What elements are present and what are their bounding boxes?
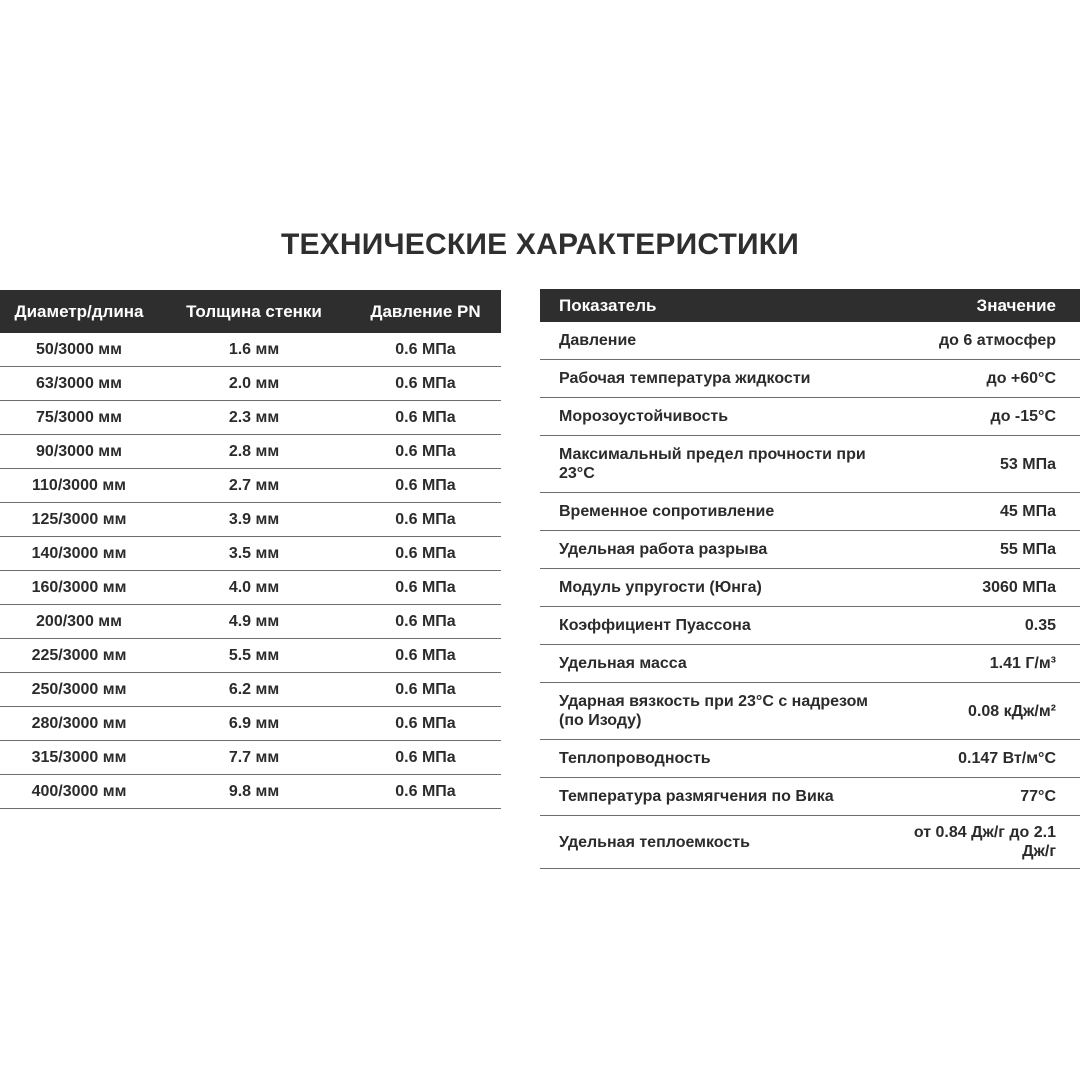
cell-diameter: 250/3000 мм: [0, 673, 158, 707]
cell-pressure: 0.6 МПа: [350, 435, 501, 469]
cell-parameter: Температура размягчения по Вика: [540, 778, 900, 816]
cell-wall-thickness: 3.9 мм: [158, 503, 350, 537]
properties-body: [540, 322, 1080, 869]
cell-pressure: 0.6 МПа: [350, 605, 501, 639]
cell-diameter: 63/3000 мм: [0, 367, 158, 401]
cell-value: до -15°C: [900, 398, 1080, 436]
cell-diameter: 280/3000 мм: [0, 707, 158, 741]
cell-value: 3060 МПа: [900, 569, 1080, 607]
cell-pressure: 0.6 МПа: [350, 639, 501, 673]
cell-pressure: 0.6 МПа: [350, 571, 501, 605]
cell-diameter: 140/3000 мм: [0, 537, 158, 571]
cell-value: 77°C: [900, 778, 1080, 816]
table-row: [540, 398, 1080, 436]
cell-value: 0.35: [900, 607, 1080, 645]
cell-parameter: Давление: [540, 322, 900, 360]
cell-wall-thickness: 2.0 мм: [158, 367, 350, 401]
cell-pressure: 0.6 МПа: [350, 367, 501, 401]
cell-value: 1.41 Г/м³: [900, 645, 1080, 683]
table-row: [540, 740, 1080, 778]
cell-diameter: 110/3000 мм: [0, 469, 158, 503]
column-header-value: Значение: [900, 289, 1080, 322]
cell-parameter: Морозоустойчивость: [540, 398, 900, 436]
cell-diameter: 125/3000 мм: [0, 503, 158, 537]
cell-pressure: 0.6 МПа: [350, 673, 501, 707]
table-row: [540, 436, 1080, 493]
cell-diameter: 50/3000 мм: [0, 333, 158, 367]
cell-pressure: 0.6 МПа: [350, 469, 501, 503]
cell-wall-thickness: 5.5 мм: [158, 639, 350, 673]
table-header-row: [0, 290, 501, 333]
cell-pressure: 0.6 МПа: [350, 741, 501, 775]
cell-value: до +60°C: [900, 360, 1080, 398]
cell-wall-thickness: 6.2 мм: [158, 673, 350, 707]
cell-diameter: 90/3000 мм: [0, 435, 158, 469]
table-row: [540, 493, 1080, 531]
cell-pressure: 0.6 МПа: [350, 503, 501, 537]
cell-value: от 0.84 Дж/г до 2.1 Дж/г: [900, 816, 1080, 869]
cell-pressure: 0.6 МПа: [350, 707, 501, 741]
cell-parameter: Максимальный предел прочности при 23°C: [540, 436, 900, 493]
cell-parameter: Временное сопротивление: [540, 493, 900, 531]
table-row: [0, 537, 501, 571]
table-header-row: [540, 289, 1080, 322]
table-row: [0, 401, 501, 435]
cell-wall-thickness: 3.5 мм: [158, 537, 350, 571]
cell-parameter: Удельная теплоемкость: [540, 816, 900, 869]
table-row: [0, 503, 501, 537]
cell-wall-thickness: 9.8 мм: [158, 775, 350, 809]
table-row: [0, 333, 501, 367]
pipe-sizes-table: [0, 290, 501, 809]
cell-diameter: 225/3000 мм: [0, 639, 158, 673]
column-header-wall-thickness: Толщина стенки: [158, 290, 350, 333]
cell-wall-thickness: 4.0 мм: [158, 571, 350, 605]
table-row: [540, 360, 1080, 398]
cell-parameter: Коэффициент Пуассона: [540, 607, 900, 645]
page-title: ТЕХНИЧЕСКИЕ ХАРАКТЕРИСТИКИ: [280, 228, 800, 261]
cell-value: 53 МПа: [900, 436, 1080, 493]
table-row: [540, 645, 1080, 683]
table-row: [540, 816, 1080, 869]
table-row: [0, 571, 501, 605]
column-header-diameter: Диаметр/длина: [0, 290, 158, 333]
cell-parameter: Модуль упругости (Юнга): [540, 569, 900, 607]
table-row: [0, 775, 501, 809]
table-row: [0, 605, 501, 639]
cell-wall-thickness: 6.9 мм: [158, 707, 350, 741]
cell-value: до 6 атмосфер: [900, 322, 1080, 360]
column-header-parameter: Показатель: [540, 289, 900, 322]
cell-value: 45 МПа: [900, 493, 1080, 531]
cell-pressure: 0.6 МПа: [350, 333, 501, 367]
cell-diameter: 75/3000 мм: [0, 401, 158, 435]
cell-pressure: 0.6 МПа: [350, 537, 501, 571]
cell-wall-thickness: 4.9 мм: [158, 605, 350, 639]
cell-pressure: 0.6 МПа: [350, 775, 501, 809]
cell-wall-thickness: 7.7 мм: [158, 741, 350, 775]
table-row: [540, 531, 1080, 569]
cell-parameter: Удельная работа разрыва: [540, 531, 900, 569]
table-row: [0, 367, 501, 401]
table-row: [540, 607, 1080, 645]
table-row: [540, 683, 1080, 740]
cell-diameter: 160/3000 мм: [0, 571, 158, 605]
cell-parameter: Рабочая температура жидкости: [540, 360, 900, 398]
table-row: [540, 778, 1080, 816]
table-row: [0, 435, 501, 469]
table-row: [540, 322, 1080, 360]
cell-wall-thickness: 2.7 мм: [158, 469, 350, 503]
cell-diameter: 400/3000 мм: [0, 775, 158, 809]
column-header-pressure: Давление PN: [350, 290, 501, 333]
table-row: [0, 639, 501, 673]
table-row: [540, 569, 1080, 607]
cell-value: 55 МПа: [900, 531, 1080, 569]
cell-wall-thickness: 2.8 мм: [158, 435, 350, 469]
cell-parameter: Ударная вязкость при 23°C с надрезом (по Изоду): [540, 683, 900, 740]
table-row: [0, 707, 501, 741]
table-row: [0, 673, 501, 707]
table-row: [0, 741, 501, 775]
cell-parameter: Удельная масса: [540, 645, 900, 683]
cell-parameter: Теплопроводность: [540, 740, 900, 778]
properties-table: [540, 289, 1080, 869]
cell-pressure: 0.6 МПа: [350, 401, 501, 435]
cell-value: 0.08 кДж/м²: [900, 683, 1080, 740]
cell-diameter: 200/300 мм: [0, 605, 158, 639]
cell-diameter: 315/3000 мм: [0, 741, 158, 775]
cell-wall-thickness: 2.3 мм: [158, 401, 350, 435]
cell-wall-thickness: 1.6 мм: [158, 333, 350, 367]
table-row: [0, 469, 501, 503]
pipe-sizes-body: [0, 333, 501, 809]
cell-value: 0.147 Вт/м°C: [900, 740, 1080, 778]
